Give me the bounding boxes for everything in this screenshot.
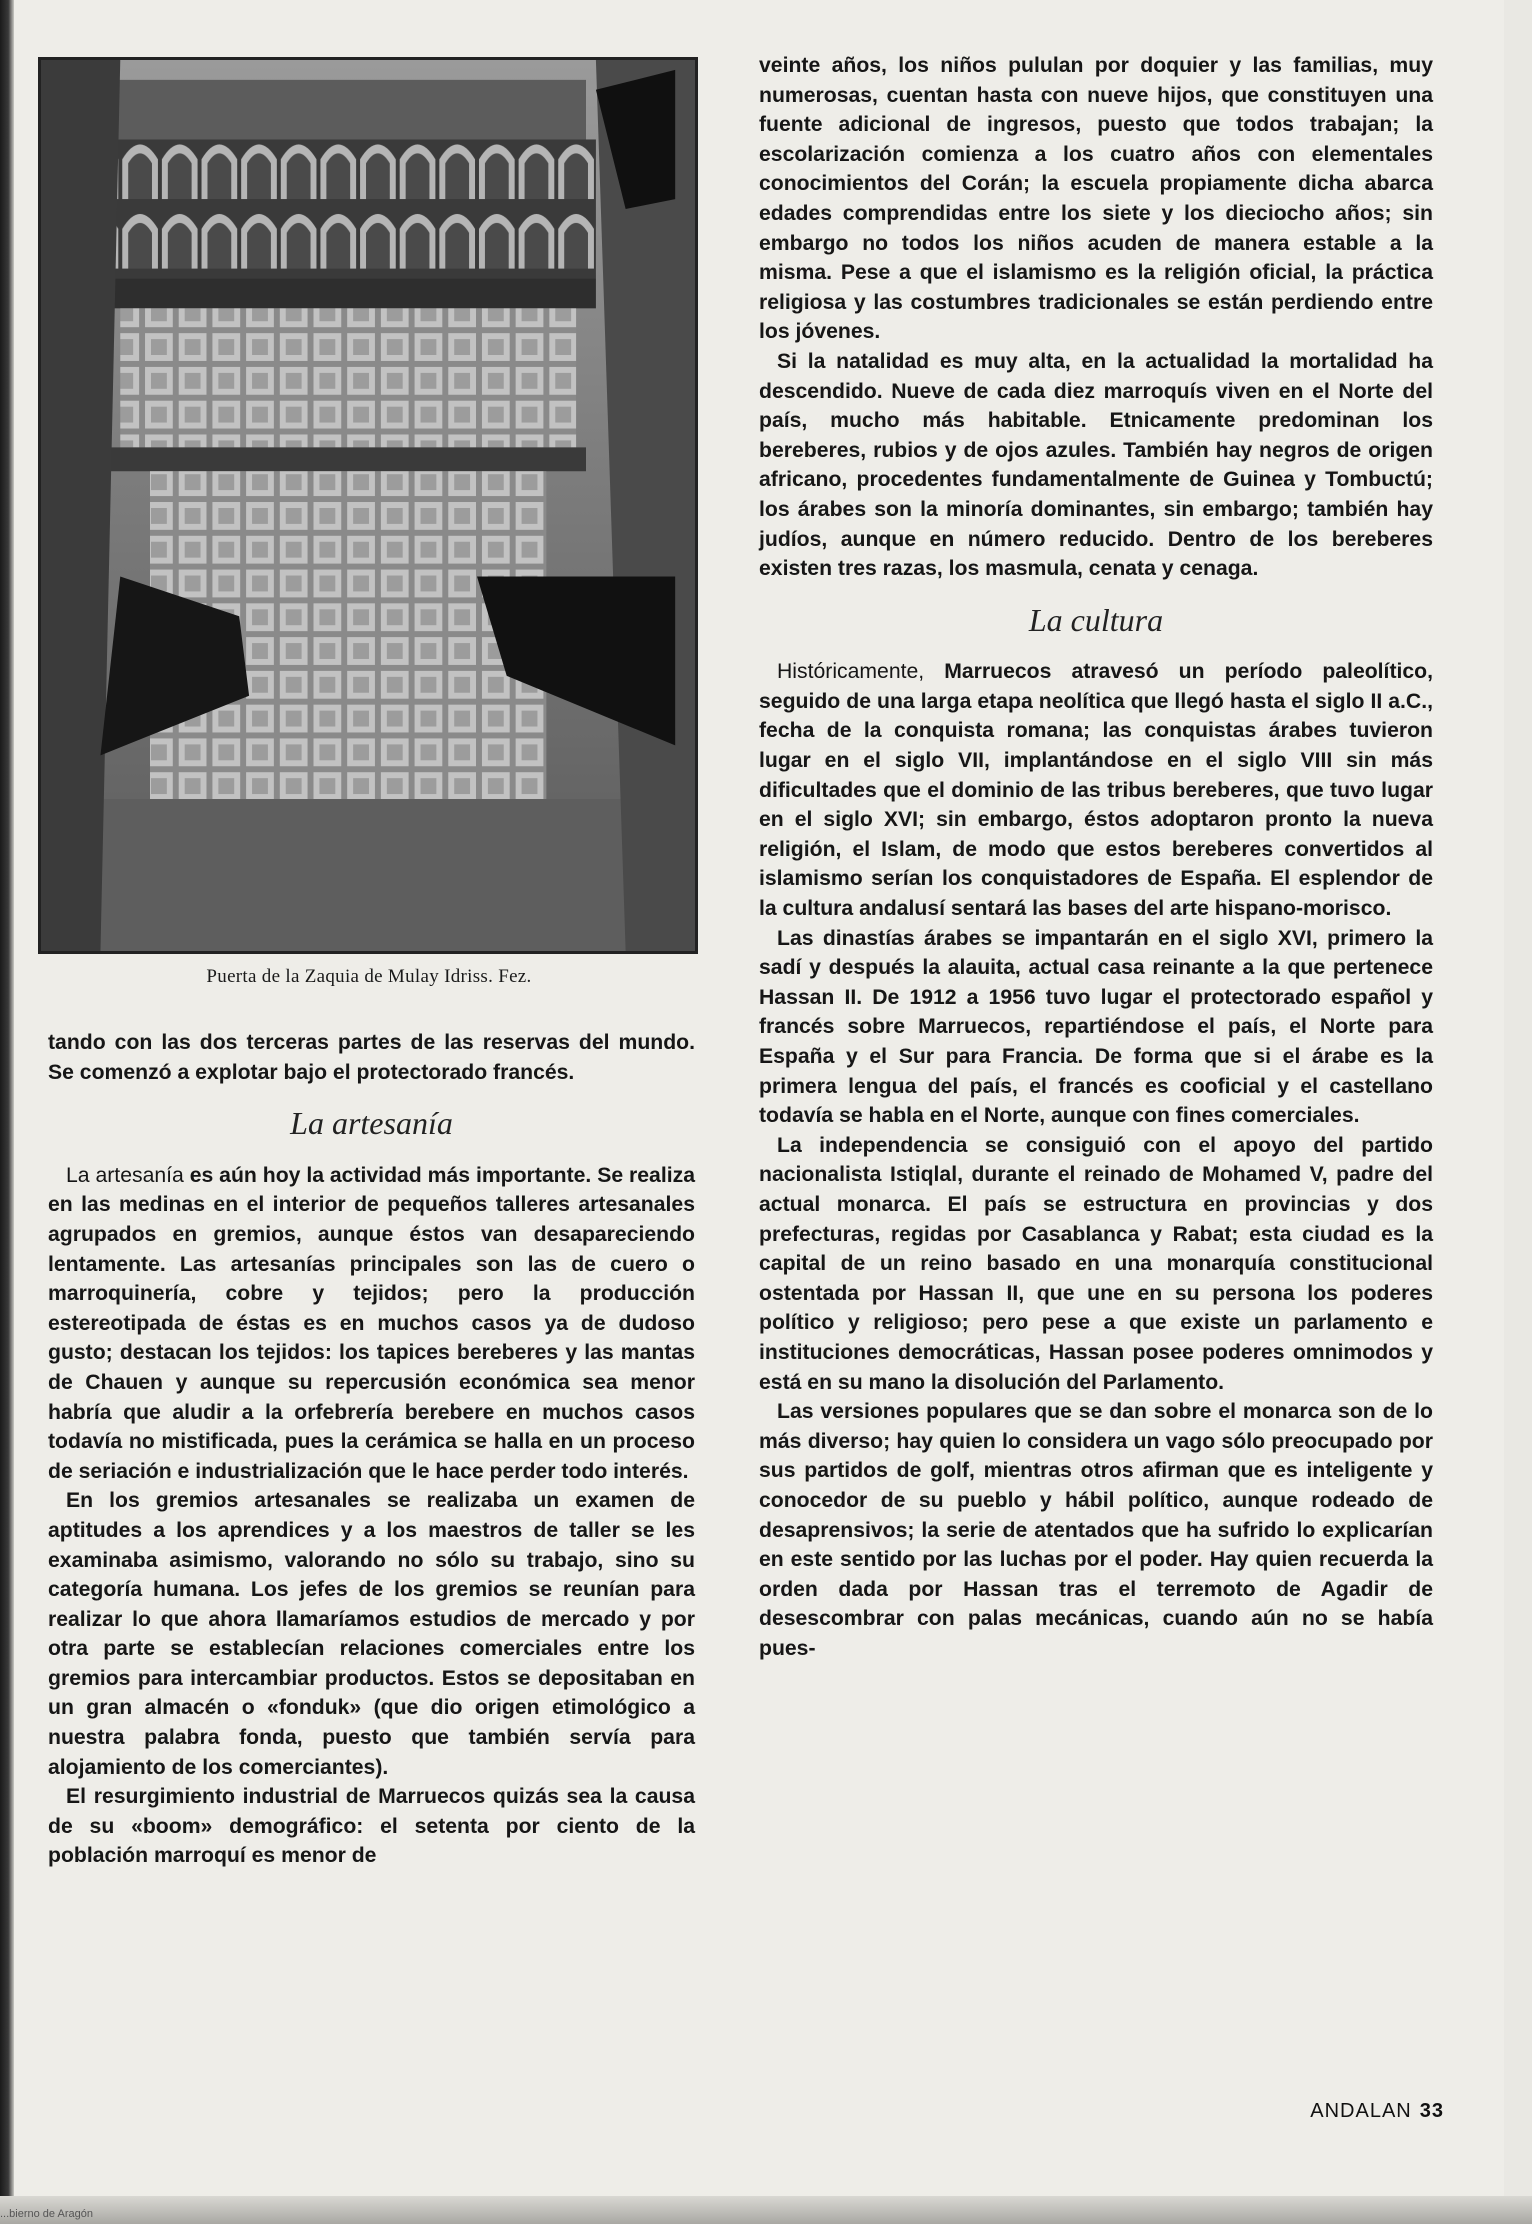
page-number: 33 — [1419, 2100, 1444, 2122]
photo-illustration — [41, 60, 695, 951]
cultura-paragraph-1 — [759, 657, 1433, 923]
cultura-paragraph-4: Las versiones populares que se dan sobre el monarca son de lo más diverso; hay quien lo considera un vago sólo preocupado por sus partidos de golf, mientras otros afirman que es inteligente y conocedor de su pueblo y hábil político, aunque rodeado de desaprensivos; la serie de atentados que ha sufrido lo explicarían en este sentido por las luchas por el poder. Hay quien recuerda la orden dada por Hassan tras el terremoto de Agadir de desescombrar con palas mecánicas, cuando aún no se había pues- — [759, 1400, 1433, 1660]
cultura-paragraph-2: Las dinastías árabes se impantarán en el siglo XVI, primero la sadí y después la alauita, actual casa reinante a la que pertenece Hassan II. De 1912 a 1956 tuvo lugar el protectorado español y francés sobre Marruecos, repartiéndose el país, el Norte para España y el Sur para Francia. De forma que si el árabe es la primera lengua del país, el francés es cooficial y el castellano todavía se habla en el Norte, aunque con fines comerciales. — [759, 926, 1433, 1128]
artesania-p1-body: es aún hoy la actividad más importante. Se realiza en las medinas en el interior de pequeños talleres artesanales agrupados en gremios, aunque éstos van desapareciendo lentamente. Las artesanías principales son las de cuero o marroquinería, cobre y tejidos; pero la producción estereotipada de éstas es en muchos casos ya de dudoso gusto; destacan los tejidos: los tapices bereberes y las mantas de Chauen y aunque su repercusión económica sea menor habría que aludir a la orfebrería berebere en muchos casos todavía no mistificada, pues la cerámica se halla en un proceso de seriación e industrialización que le hace perder todo interés. — [48, 1163, 695, 1483]
page-binding-shadow — [0, 0, 14, 2224]
cultura-p1-body: Marruecos atravesó un período paleolítico, seguido de una larga etapa neolítica que llegó hasta el siglo II a.C., fecha de la conquista romana; las conquistas árabes tuvieron lugar en el siglo VII, implantándose en el siglo VIII sin más dificultades que el dominio de las tribus bereberes, que tuvo lugar en el siglo XVI; sin embargo, éstos adoptaron pronto la nueva religión, el Islam, de modo que estos bereberes convertidos al islamismo serían los conquistadores de España. El esplendor de la cultura andalusí sentará las bases del arte hispano-morisco. — [759, 660, 1433, 921]
cultura-paragraph-3: La independencia se consiguió con el apoyo del partido nacionalista Istiqlal, durante el reinado de Mohamed V, padre del actual monarca. El país se estructura en provincias y dos prefecturas, regidas por Casablanca y Rabat; esta ciudad es la capital de un reino basado en una monarquía constitucional ostentada por Hassan II, que une en su persona los poderes político y religioso; pero pese a que existe un parlamento e instituciones democráticas, Hassan posee poderes omnimodos y está en su mano la disolución del Parlamento. — [759, 1133, 1433, 1394]
page-bottom-edge — [0, 2196, 1532, 2224]
left-column — [48, 1028, 695, 1871]
source-watermark: ...bierno de Aragón — [0, 2208, 93, 2220]
publication-name: ANDALAN — [1310, 2100, 1412, 2122]
artesania-lead: La artesanía — [66, 1163, 184, 1187]
photo-zaquia-door — [38, 57, 698, 954]
cultura-lead: Históricamente, — [777, 660, 925, 684]
artesania-paragraph-3: El resurgimiento industrial de Marruecos quizás sea la causa de su «boom» demográfico: el setenta por ciento de la población marroquí es menor de — [48, 1785, 695, 1868]
right-paragraph-1: veinte años, los niños pululan por doquier y las familias, muy numerosas, cuentan hasta con nueve hijos, que constituyen una fuente adicional de ingresos, puesto que todos trabajan; la escolarización comienza a los cuatro años con elementales conocimientos del Corán; la escuela propiamente dicha abarca edades comprendidas entre los siete y los dieciocho años; sin embargo no todos los niños acuden de manera estable a la misma. Pese a que el islamismo es la religión oficial, la práctica religiosa y las costumbres tradicionales se están perdiendo entre los jóvenes. — [759, 54, 1433, 344]
intro-paragraph: tando con las dos terceras partes de las reservas del mundo. Se comenzó a explotar bajo el protectorado francés. — [48, 1031, 695, 1084]
artesania-paragraph-1 — [48, 1161, 695, 1487]
page-footer — [1310, 2100, 1444, 2123]
artesania-paragraph-2: En los gremios artesanales se realizaba un examen de aptitudes a los aprendices y a los maestros de taller se les examinaba asimismo, valorando no sólo su trabajo, sino su categoría humana. Los jefes de los gremios se reunían para realizar lo que ahora llamaríamos estudios de mercado y por otra parte se establecían relaciones comerciales entre los gremios para intercambiar productos. Estos se depositaban en un gran almacén o «fonduk» (que dio origen etimológico a nuestra palabra fonda, puesto que también servía para alojamiento de los comerciantes). — [48, 1489, 695, 1779]
heading-la-artesania: La artesanía — [290, 1105, 453, 1142]
photo-caption: Puerta de la Zaquia de Mulay Idriss. Fez. — [206, 966, 532, 987]
right-paragraph-2: Si la natalidad es muy alta, en la actualidad la mortalidad ha descendido. Nueve de cada diez marroquís viven en el Norte del país, mucho más habitable. Etnicamente predominan los bereberes, rubios y de ojos azules. También hay negros de origen africano, procedentes fundamentalmente de Guinea y Tombuctú; los árabes son la minoría dominantes, sin embargo; también hay judíos, aunque en número reducido. Dentro de los bereberes existen tres razas, los masmula, cenata y cenaga. — [759, 349, 1433, 581]
heading-la-cultura: La cultura — [1028, 601, 1164, 638]
right-column — [759, 51, 1433, 1663]
